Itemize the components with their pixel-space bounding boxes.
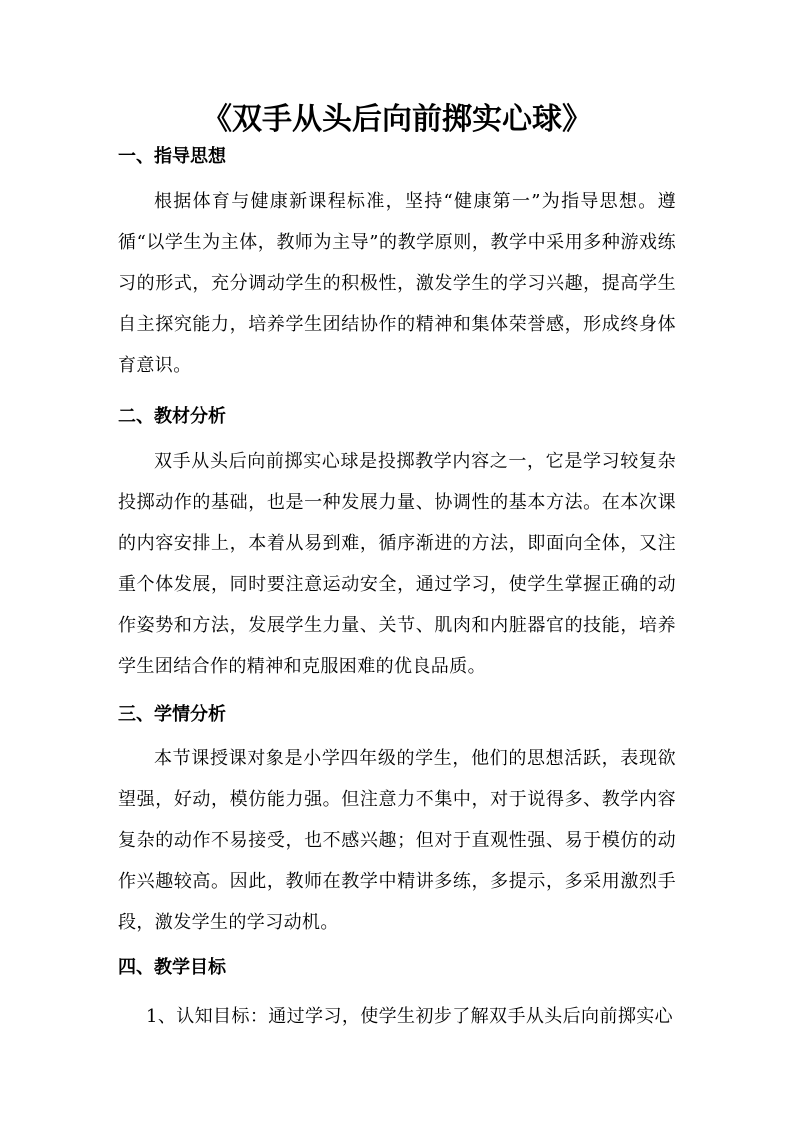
section-heading: 一、指导思想 — [118, 146, 226, 167]
section-paragraph: 根据体育与健康新课程标准，坚持“健康第一”为指导思想。遵循“以学生为主体，教师为主导”的教学原则，教学中采用多种游戏练习的形式，充分调动学生的积极性，激发学生的学习兴趣，提高学生自主探究能力，培养学生团结协作的精神和集体荣誉感，形成终身体育意识。 — [118, 191, 676, 376]
section-paragraph: 双手从头后向前掷实心球是投掷教学内容之一，它是学习较复杂投掷动作的基础，也是一种发展力量、协调性的基本方法。在本次课的内容安排上，本着从易到难，循序渐进的方法，即面向全体，又注重个体发展，同时要注意运动安全，通过学习，使学生掌握正确的动作姿势和方法，发展学生力量、关节、肌肉和内脏器官的技能，培养学生团结合作的精神和克服困难的优良品质。 — [118, 451, 676, 677]
section-heading: 三、学情分析 — [118, 704, 226, 725]
document-title: 《双手从头后向前掷实心球》 — [202, 102, 592, 137]
section-teaching-objectives — [118, 957, 676, 1037]
section-learner-analysis — [118, 704, 676, 943]
section-material-analysis — [118, 406, 676, 687]
section-heading: 二、教材分析 — [118, 406, 226, 427]
section-paragraph: 本节课授课对象是小学四年级的学生，他们的思想活跃，表现欲望强，好动，模仿能力强。但注意力不集中，对于说得多、教学内容复杂的动作不易接受，也不感兴趣；但对于直观性强、易于模仿的动作兴趣较高。因此，教师在教学中精讲多练，多提示，多采用激烈手段，激发学生的学习动机。 — [118, 748, 676, 933]
objective-item: 1、认知目标：通过学习，使学生初步了解双手从头后向前掷实心 — [146, 1006, 674, 1027]
section-heading: 四、教学目标 — [118, 957, 226, 978]
section-guiding-ideology — [118, 146, 676, 386]
